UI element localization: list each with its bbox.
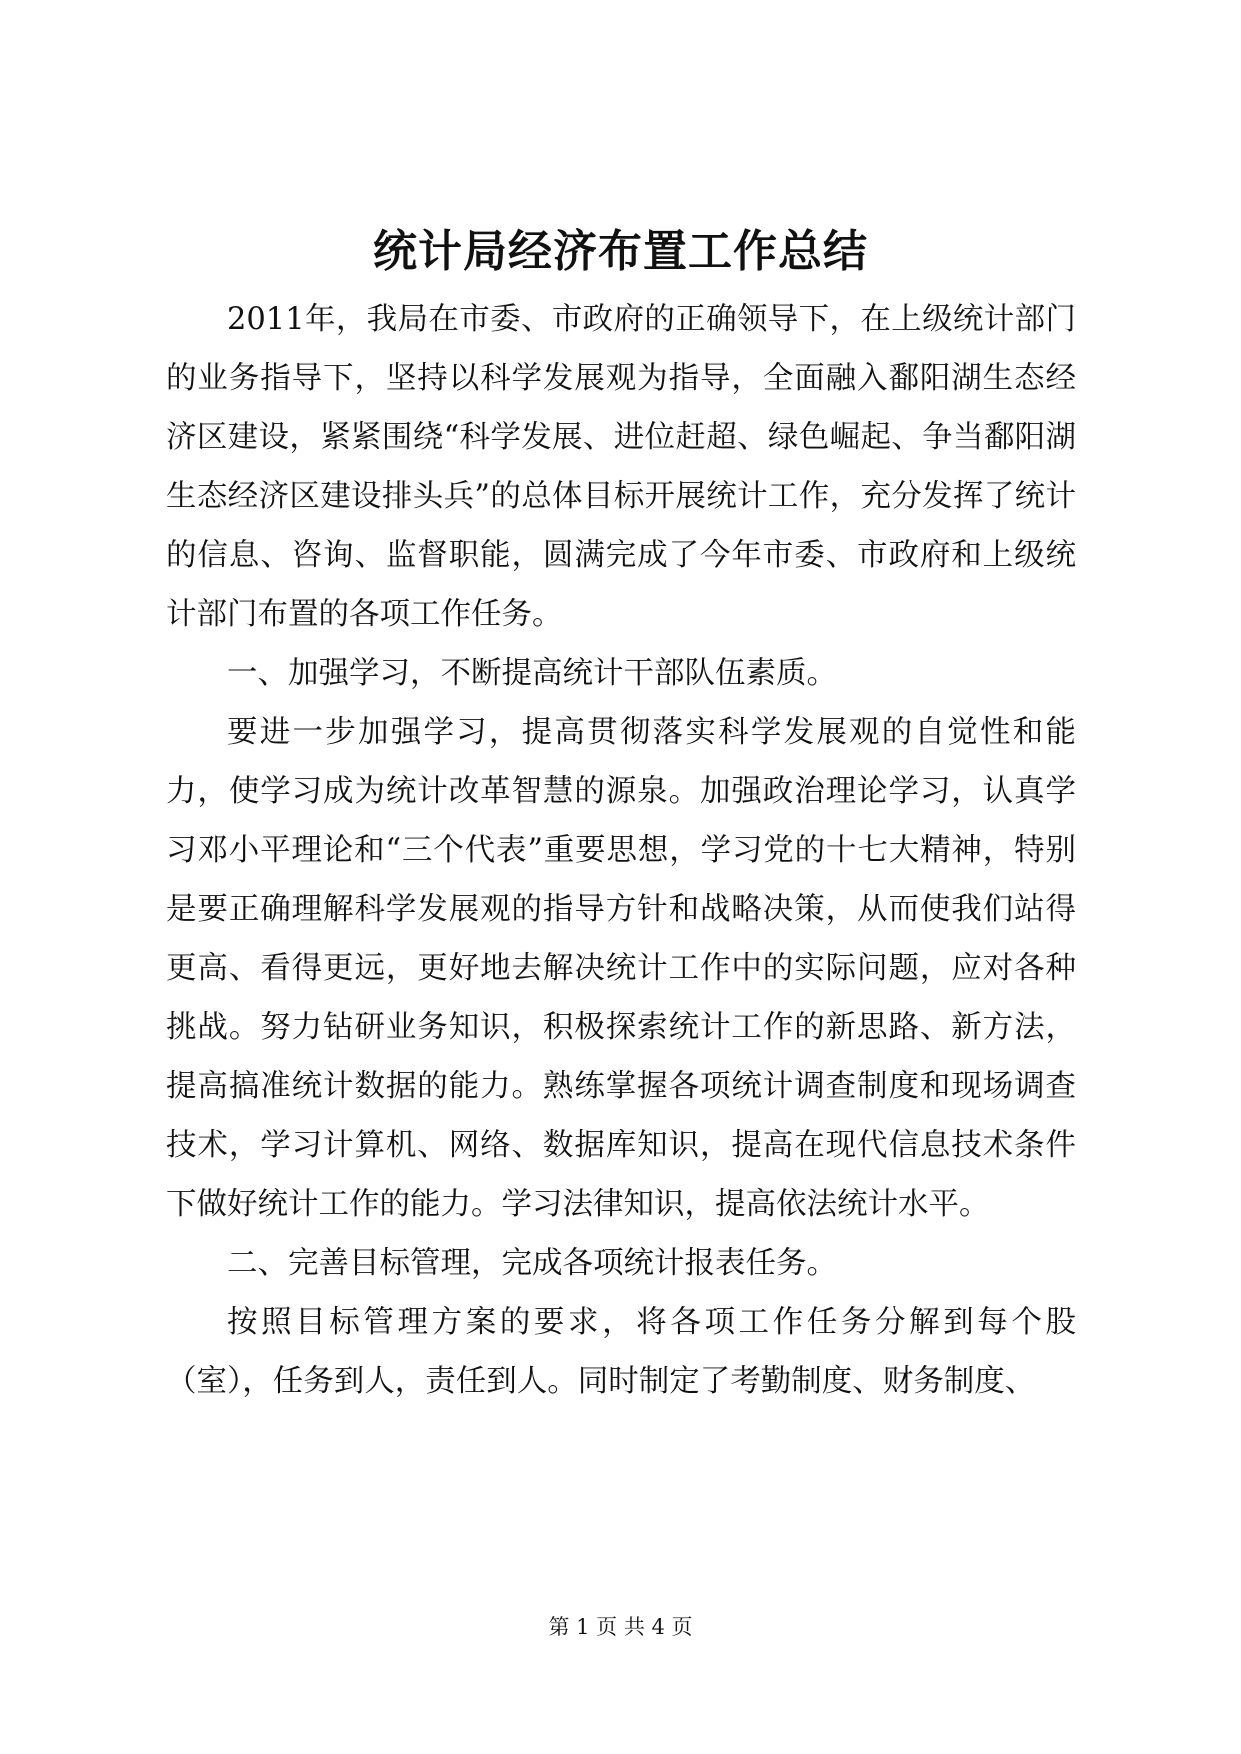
section-heading-1: 一、加强学习，不断提高统计干部队伍素质。	[227, 656, 837, 691]
paragraph-intro: 2011年，我局在市委、市政府的正确领导下，在上级统计部门的业务指导下，坚持以科学发展观为指导，全面融入鄱阳湖生态经济区建设，紧紧围绕“科学发展、进位赶超、绿色崛起、争当鄱阳湖生态经济区建设排头兵”的总体目标开展统计工作，充分发挥了统计的信息、咨询、监督职能，圆满完成了今年市委、市政府和上级统计部门布置的各项工作任务。	[166, 302, 1076, 632]
paragraph-section-2: 按照目标管理方案的要求，将各项工作任务分解到每个股（室），任务到人，责任到人。同时制定了考勤制度、财务制度、	[166, 1305, 1076, 1399]
document-body	[166, 290, 1076, 1411]
document-title: 统计局经济布置工作总结	[373, 226, 868, 277]
paragraph-section-1: 要进一步加强学习，提高贯彻落实科学发展观的自觉性和能力，使学习成为统计改革智慧的源泉。加强政治理论学习，认真学习邓小平理论和“三个代表”重要思想，学习党的十七大精神，特别是要正确理解科学发展观的指导方针和战略决策，从而使我们站得更高、看得更远，更好地去解决统计工作中的实际问题，应对各种挑战。努力钻研业务知识，积极探索统计工作的新思路、新方法，提高搞准统计数据的能力。熟练掌握各项统计调查制度和现场调查技术，学习计算机、网络、数据库知识，提高在现代信息技术条件下做好统计工作的能力。学习法律知识，提高依法统计水平。	[166, 715, 1076, 1222]
section-heading-2: 二、完善目标管理，完成各项统计报表任务。	[227, 1246, 837, 1281]
page-footer: 第 1 页 共 4 页	[548, 1615, 693, 1639]
